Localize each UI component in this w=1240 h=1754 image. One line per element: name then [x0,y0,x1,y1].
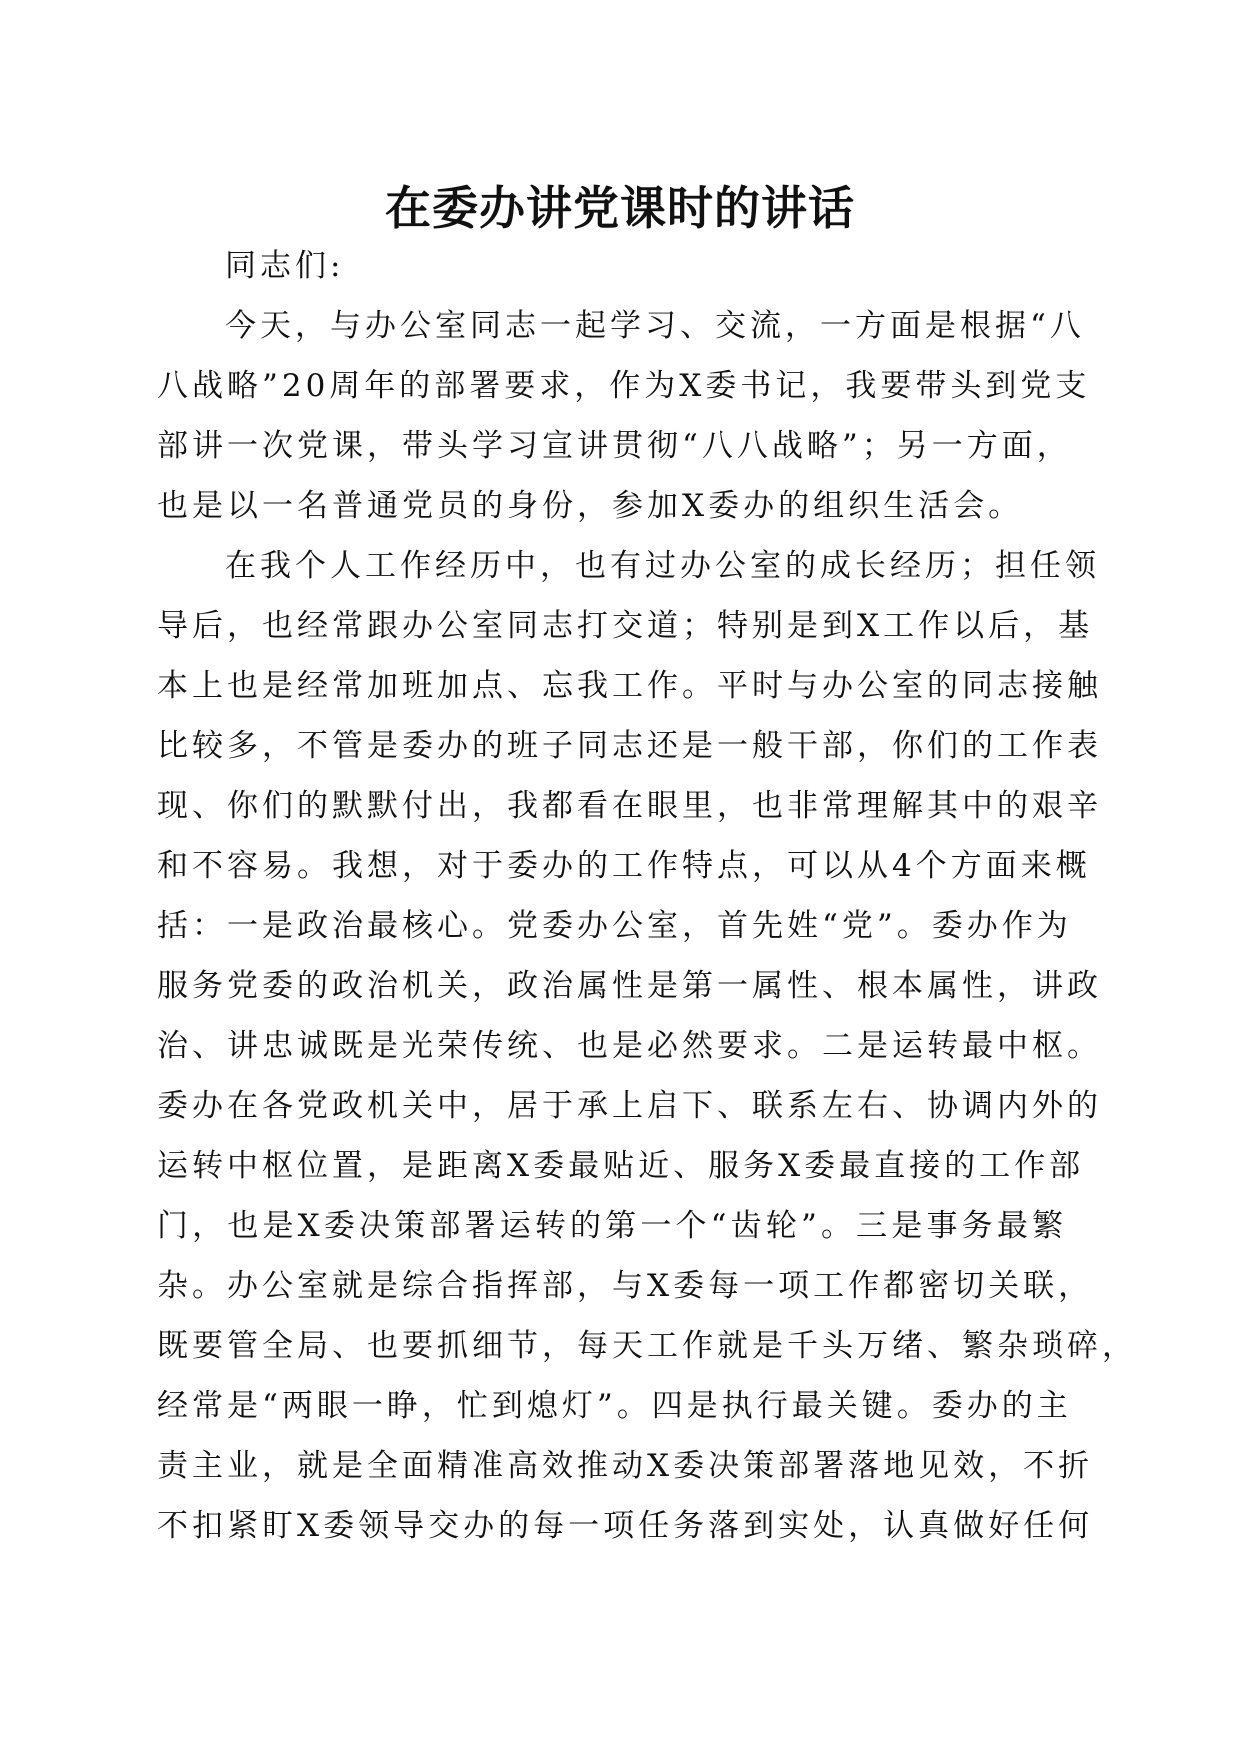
paragraph-2-line: 门，也是X委决策部署运转的第一个“齿轮”。三是事务最繁 [157,1208,1067,1244]
paragraph-2-line: 比较多，不管是委办的班子同志还是一般干部，你们的工作表 [157,728,1102,764]
paragraph-1-line: 八战略”20周年的部署要求，作为X委书记，我要带头到党支 [157,368,1091,404]
paragraph-2-line: 杂。办公室就是综合指挥部，与X委每一项工作都密切关联， [157,1268,1094,1304]
paragraph-1-line: 今天，与办公室同志一起学习、交流，一方面是根据“八 [225,308,1085,344]
paragraph-2-line: 既要管全局、也要抓细节，每天工作就是千头万绪、繁杂琐碎， [157,1328,1137,1364]
paragraph-2-line: 委办在各党政机关中，居于承上启下、联系左右、协调内外的 [157,1088,1102,1124]
salutation: 同志们: [225,248,345,284]
paragraph-2-line: 不扣紧盯X委领导交办的每一项任务落到实处，认真做好任何 [157,1508,1094,1544]
paragraph-2-line: 现、你们的默默付出，我都看在眼里，也非常理解其中的艰辛 [157,788,1102,824]
paragraph-2-line: 和不容易。我想，对于委办的工作特点，可以从4个方面来概 [157,848,1091,884]
paragraph-2-line: 导后，也经常跟办公室同志打交道；特别是到X工作以后，基 [157,608,1094,644]
paragraph-2-line: 括：一是政治最核心。党委办公室，首先姓“党”。委办作为 [157,908,1072,944]
paragraph-2-line: 治、讲忠诚既是光荣传统、也是必然要求。二是运转最中枢。 [157,1028,1102,1064]
document-title: 在委办讲党课时的讲话 [385,181,855,235]
paragraph-2-line: 经常是“两眼一睁，忙到熄灯”。四是执行最关键。委办的主 [157,1388,1072,1424]
paragraph-2-line: 本上也是经常加班加点、忘我工作。平时与办公室的同志接触 [157,668,1102,704]
paragraph-2-line: 在我个人工作经历中，也有过办公室的成长经历；担任领 [225,548,1100,584]
paragraph-2-line: 运转中枢位置，是距离X委最贴近、服务X委最直接的工作部 [157,1148,1085,1184]
document-body [157,236,1137,1556]
paragraph-2-line: 责主业，就是全面精准高效推动X委决策部署落地见效，不折 [157,1448,1094,1484]
paragraph-2-line: 服务党委的政治机关，政治属性是第一属性、根本属性，讲政 [157,968,1102,1004]
paragraph-1-line: 部讲一次党课，带头学习宣讲贯彻“八八战略”；另一方面， [157,428,1072,464]
paragraph-1-line: 也是以一名普通党员的身份，参加X委办的组织生活会。 [157,488,1024,524]
